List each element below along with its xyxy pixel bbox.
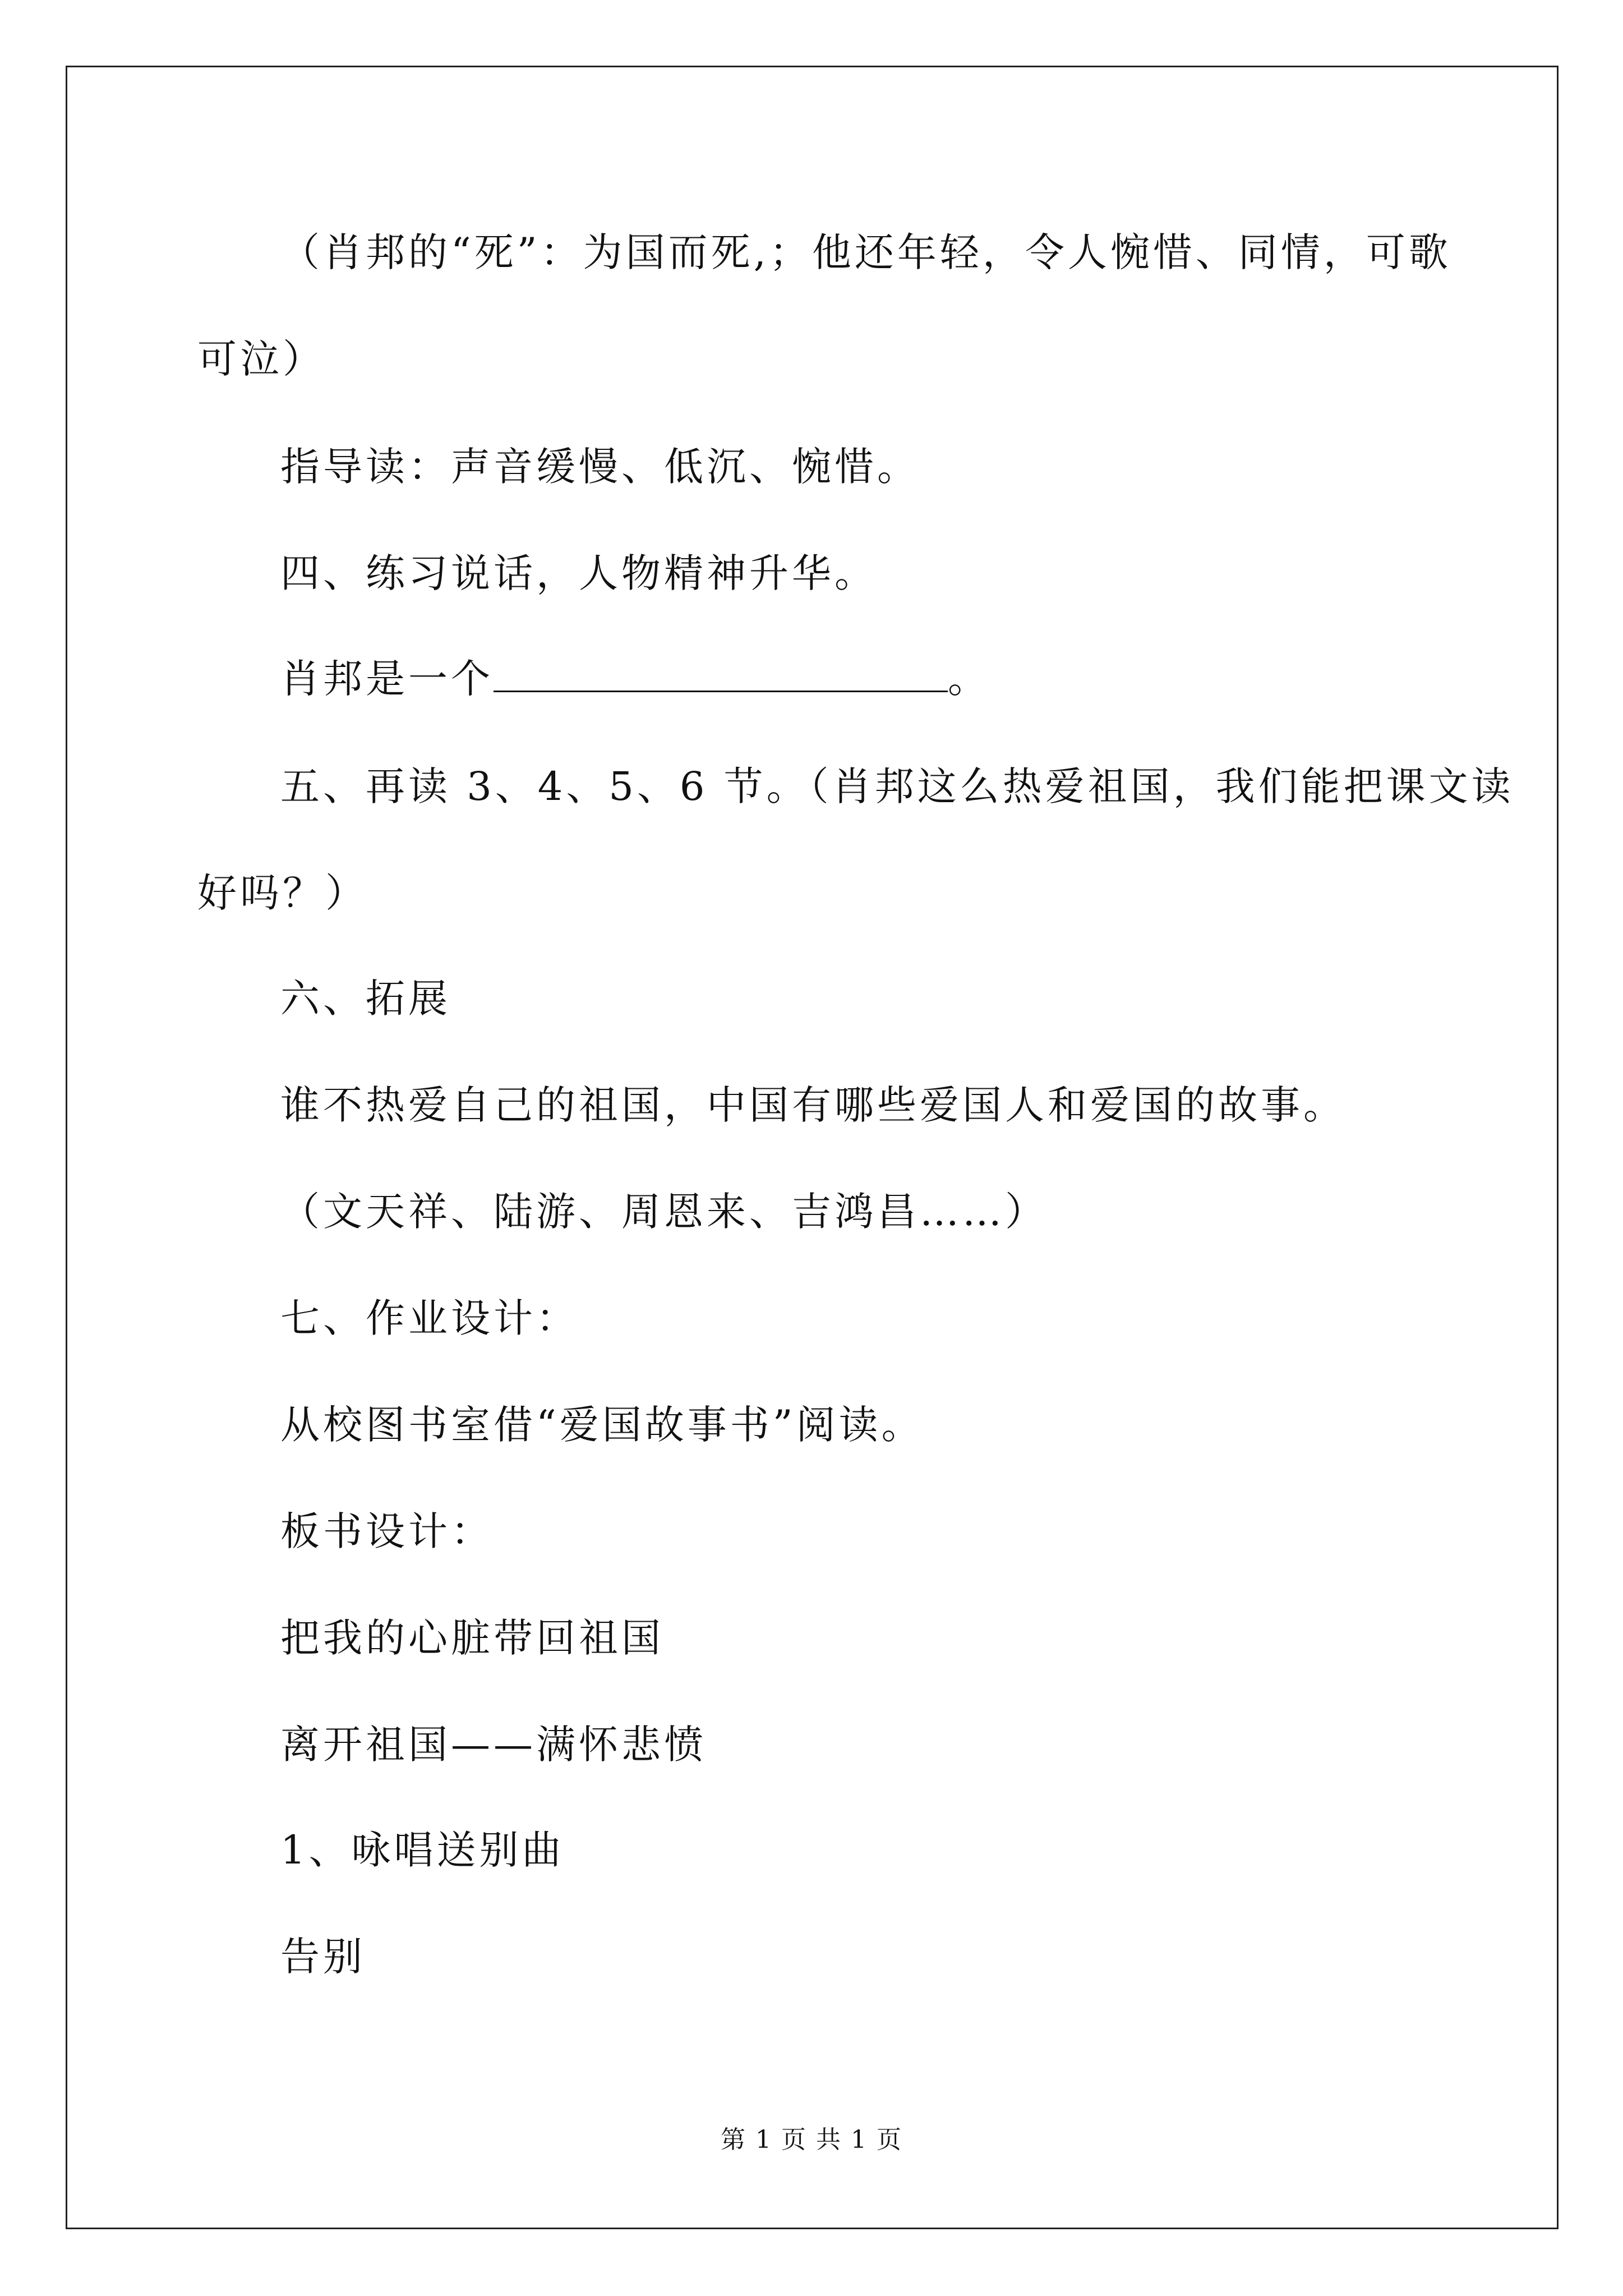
paragraph-chopin-death-continued: 可泣） xyxy=(197,336,325,382)
fill-in-suffix: 。 xyxy=(948,656,990,702)
board-line-farewell-song: 1、咏唱送别曲 xyxy=(280,1827,565,1873)
paragraph-homework: 从校图书室借“爱国故事书”阅读。 xyxy=(280,1402,924,1448)
page-number-footer: 第 1 页 共 1 页 xyxy=(721,2125,902,2154)
heading-section-six: 六、拓展 xyxy=(280,976,451,1022)
heading-section-five-continued: 好吗？） xyxy=(197,870,368,916)
paragraph-fill-in-blank xyxy=(280,656,990,701)
paragraph-reading-guide: 指导读：声音缓慢、低沉、惋惜。 xyxy=(280,444,920,490)
heading-board-design: 板书设计： xyxy=(280,1508,494,1554)
paragraph-patriot-examples: （文天祥、陆游、周恩来、吉鸿昌……） xyxy=(280,1189,1048,1235)
answer-blank-line xyxy=(494,657,948,692)
board-line-leaving: 离开祖国——满怀悲愤 xyxy=(280,1722,707,1768)
board-title: 把我的心脏带回祖国 xyxy=(280,1615,664,1661)
paragraph-patriot-question: 谁不热爱自己的祖国，中国有哪些爱国人和爱国的故事。 xyxy=(280,1082,1346,1128)
heading-section-four: 四、练习说话，人物精神升华。 xyxy=(280,550,877,596)
page-frame xyxy=(66,66,1559,2229)
board-line-farewell: 告别 xyxy=(280,1934,366,1980)
heading-section-five: 五、再读 3、4、5、6 节。（肖邦这么热爱祖国，我们能把课文读 xyxy=(280,763,1514,809)
paragraph-chopin-death: （肖邦的“死”：为国而死,；他还年轻，令人惋惜、同情，可歌 xyxy=(280,229,1451,275)
fill-in-prefix: 肖邦是一个 xyxy=(280,656,494,702)
heading-section-seven: 七、作业设计： xyxy=(280,1295,579,1341)
